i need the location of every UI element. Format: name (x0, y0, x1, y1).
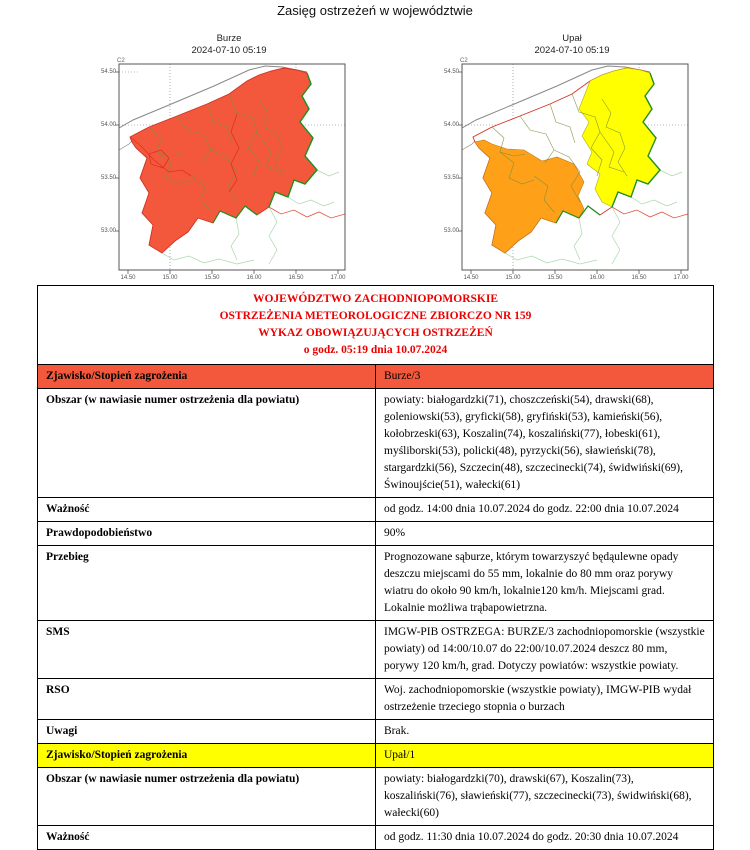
x-tick-label: 15.00 (505, 275, 521, 281)
y-tick-label: 54.50 (443, 69, 459, 75)
map-title-burze: Burze (216, 33, 242, 44)
row-value: Upał/1 (376, 744, 714, 768)
x-tick-label: 17.00 (673, 275, 689, 281)
row-label: Prawdopodobieństwo (38, 522, 376, 546)
map-timestamp-upal: 2024-07-10 05:19 (534, 45, 610, 56)
bulletin-header-row (38, 286, 714, 365)
map-caption-upal (452, 33, 692, 57)
table-row-area-upal (38, 768, 714, 826)
y-tick-label: 53.50 (443, 175, 459, 181)
map-title-upal: Upał (562, 33, 582, 44)
row-value: 90% (376, 522, 714, 546)
row-label: Uwagi (38, 720, 376, 744)
map-corner-label: C2 (460, 58, 468, 64)
x-tick-label: 16.50 (631, 275, 647, 281)
row-value: powiaty: białogardzki(71), choszczeński(54), drawski(68), goleniowski(53), gryficki(58), gryfiński(53), kamieński(56), kołobrzeski(63), Koszalin(74), koszaliński(77), łobeski(61), myśliborski(53), policki(48), pyrzycki(56), sławieński(78), stargardzki(56), Szczecin(48), szczecinecki(74), świdwiński(69), Świnoujście(51), wałecki(61) (376, 389, 714, 498)
x-tick-label: 16.00 (589, 275, 605, 281)
map-upal-image (452, 60, 692, 280)
bulletin-header-line: OSTRZEŻENIA METEOROLOGICZNE ZBIORCZO NR 159 (219, 310, 532, 322)
y-tick-label: 53.50 (100, 175, 116, 181)
map-burze (100, 58, 349, 286)
x-tick-label: 17.00 (330, 275, 346, 281)
y-tick-label: 54.00 (100, 122, 116, 128)
x-tick-label: 15.50 (547, 275, 563, 281)
table-row-remarks (38, 720, 714, 744)
row-label: RSO (38, 679, 376, 720)
x-tick-label: 15.00 (162, 275, 178, 281)
y-tick-label: 53.00 (443, 228, 459, 234)
map-timestamp-burze: 2024-07-10 05:19 (191, 45, 267, 56)
bulletin-header-line: o godz. 05:19 dnia 10.07.2024 (303, 344, 448, 356)
y-tick-label: 54.50 (100, 69, 116, 75)
row-label: Ważność (38, 826, 376, 850)
row-value: Woj. zachodniopomorskie (wszystkie powiaty), IMGW-PIB wydał ostrzeżenie trzeciego stopnia o burzach (376, 679, 714, 720)
table-row-area-burze (38, 389, 714, 498)
row-label: Obszar (w nawiasie numer ostrzeżenia dla powiatu) (38, 768, 376, 826)
row-label: Zjawisko/Stopień zagrożenia (38, 744, 376, 768)
x-tick-label: 14.50 (463, 275, 479, 281)
table-row-phenomenon-burze (38, 365, 714, 389)
row-value: Brak. (376, 720, 714, 744)
table-row-sms (38, 621, 714, 679)
x-tick-label: 14.50 (120, 275, 136, 281)
row-label: Obszar (w nawiasie numer ostrzeżenia dla powiatu) (38, 389, 376, 498)
map-corner-label: C2 (117, 58, 125, 64)
row-value: IMGW-PIB OSTRZEGA: BURZE/3 zachodniopomorskie (wszystkie powiaty) od 14:00/10.07 do 22:00/10.07.2024 deszcz 80 mm, porywy 120 km/h, grad. Dotyczy powiatów: wszystkie powiaty. (376, 621, 714, 679)
bulletin-header-line: WYKAZ OBOWIĄZUJĄCYCH OSTRZEŻEŃ (258, 327, 493, 339)
table-row-phenomenon-upal (38, 744, 714, 768)
row-value: od godz. 14:00 dnia 10.07.2024 do godz. 22:00 dnia 10.07.2024 (376, 498, 714, 522)
y-tick-label: 53.00 (100, 228, 116, 234)
x-tick-label: 16.00 (246, 275, 262, 281)
page-title: Zasięg ostrzeżeń w województwie (277, 3, 473, 18)
row-value: Prognozowane sąburze, którym towarzyszyć będąulewne opady deszczu miejscami do 55 mm, lokalnie do 80 mm oraz porywy wiatru do około 90 km/h, lokalnie120 km/h. Miejscami grad. Lokalnie możliwa trąbapowietrzna. (376, 546, 714, 621)
map-upal (443, 58, 692, 286)
row-value: powiaty: białogardzki(70), drawski(67), Koszalin(73), koszaliński(76), sławieński(77), szczecinecki(73), świdwiński(68), wałecki(60) (376, 768, 714, 826)
bulletin-header (38, 286, 714, 365)
warnings-table (37, 285, 714, 850)
table-row-validity-upal (38, 826, 714, 850)
row-label: Zjawisko/Stopień zagrożenia (38, 365, 376, 389)
row-value: Burze/3 (376, 365, 714, 389)
map-caption-burze (109, 33, 349, 57)
row-label: Ważność (38, 498, 376, 522)
table-row-validity-burze (38, 498, 714, 522)
table-row-course (38, 546, 714, 621)
x-tick-label: 15.50 (204, 275, 220, 281)
table-row-probability (38, 522, 714, 546)
row-value: od godz. 11:30 dnia 10.07.2024 do godz. 20:30 dnia 10.07.2024 (376, 826, 714, 850)
y-tick-label: 54.00 (443, 122, 459, 128)
map-burze-image (109, 60, 349, 280)
row-label: SMS (38, 621, 376, 679)
table-row-rso (38, 679, 714, 720)
x-tick-label: 16.50 (288, 275, 304, 281)
bulletin-header-line: WOJEWÓDZTWO ZACHODNIOPOMORSKIE (252, 293, 499, 305)
row-label: Przebieg (38, 546, 376, 621)
